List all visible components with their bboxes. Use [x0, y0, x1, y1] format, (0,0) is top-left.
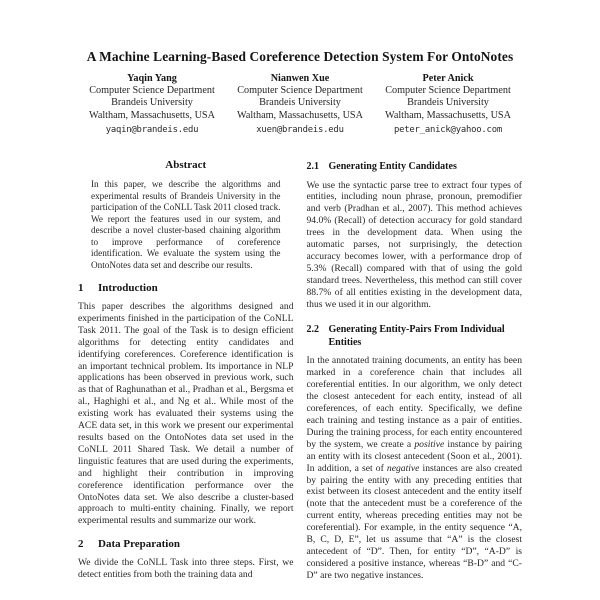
author-university: Brandeis University [407, 97, 489, 109]
section-title: Data Preparation [98, 538, 180, 551]
author-department: Computer Science Department [89, 85, 215, 97]
left-column [78, 148, 294, 582]
section-title: Generating Entity Candidates [328, 161, 457, 173]
two-column-body [78, 148, 522, 582]
section-1-paragraph: This paper describes the algorithms designed and experiments finished in the participation of the CoNLL Task 2011. The goal of the Task is to design efficient algorithms for detecting entity candidates and identifying coreferences. Coreference identification is an important technical problem. Its importance in NLP applications has been observed in previous work, such as that of Raghunathan et al., Pradhan et al., Bergsma et al., Haghighi et al., and Ng et al.. While most of the existing work has evaluated their systems using the ACE data set, in this work we present our experimental results based on the OntoNotes data set used in the CoNLL 2011 Shared Task. We detail a number of linguistic features that are used during the experiments, and highlight their contribution in improving coreference identification performance over the OntoNotes data set. We also describe a cluster-based approach to multi-entity chaining. Finally, we report experimental results and summarize our work. [78, 301, 294, 527]
author-email: yaqin@brandeis.edu [105, 124, 199, 135]
section-2-1-paragraph: We use the syntactic parse tree to extract four types of entities, including noun phrase, pronoun, premodifier and verb (Pradhan et al., 2007). This method achieves 94.0% (Recall) of detection accuracy for gold standard trees in the development data. When using the automatic parses, not surprisingly, the detection accuracy becomes lower, with a performance drop of 5.3% (Recall) compared with that of using the gold standard trees. Nevertheless, this method can still cover 88.7% of all entities existing in the development data, thus we used it in our algorithm. [306, 179, 522, 310]
author-name: Nianwen Xue [270, 73, 330, 84]
author-block-2 [226, 73, 374, 136]
author-department: Computer Science Department [385, 85, 511, 97]
section-number: 2.2 [306, 324, 319, 336]
abstract-heading: Abstract [165, 159, 207, 172]
section-2-2-heading [307, 324, 523, 349]
author-name: Yaqin Yang [127, 73, 177, 84]
author-location: Waltham, Massachusetts, USA [385, 109, 511, 121]
section-2-1-heading [307, 161, 523, 174]
section-title: Generating Entity-Pairs From Individual Entities [328, 324, 505, 348]
section-1-heading [78, 282, 294, 295]
abstract-text: In this paper, we describe the algorithms and experimental results of Brandeis University in the participation of the CoNLL Task 2011 closed track. We report the features used in our system, and describe a novel cluster-based chaining algorithm to improve performance of coreference identification. We evaluate the system using the OntoNotes data set and describe our results. [91, 179, 281, 270]
authors-row [78, 73, 522, 136]
author-email: xuen@brandeis.edu [256, 124, 344, 135]
section-2-paragraph: We divide the CoNLL Task into three steps. First, we detect entities from both the training data and [78, 557, 294, 581]
author-department: Computer Science Department [237, 85, 363, 97]
author-university: Brandeis University [111, 97, 193, 109]
paper-title: A Machine Learning-Based Coreference Detection System For OntoNotes [86, 49, 514, 64]
author-email: peter_anick@yahoo.com [393, 124, 502, 135]
section-title: Introduction [98, 282, 158, 295]
section-number: 1 [78, 282, 84, 295]
right-column [307, 148, 523, 582]
section-2-heading [78, 538, 294, 551]
author-block-1 [78, 73, 226, 136]
author-name: Peter Anick [422, 73, 474, 84]
author-location: Waltham, Massachusetts, USA [89, 109, 215, 121]
section-2-2-paragraph: In the annotated training documents, an entity has been marked in a coreference chain that includes all coreferential entities. In our algorithm, we only detect the closest antecedent for each entity, instead of all coreferences, of each entity. Specifically, we define each training and testing instance as a pair of entities. During the training process, for each entity encountered by the system, we create a positive instance by pairing an entity with its closest antecedent (Soon et al., 2001). In addition, a set of negative instances are also created by pairing the entity with any preceding entities that exist between its closest antecedent and the entity itself (note that the antecedent must be a coreference of the current entity, whereas preceding entities may not be coreferential). For example, in the entity sequence “A, B, C, D, E”, let us assume that “A” is the closest antecedent of “D”. Then, for entity “D”, “A-D” is considered a positive instance, whereas “B-D” and “C-D” are two negative instances. [306, 355, 523, 581]
author-block-3 [374, 73, 522, 136]
author-university: Brandeis University [259, 97, 341, 109]
section-number: 2 [78, 538, 84, 551]
section-number: 2.1 [306, 161, 319, 173]
author-location: Waltham, Massachusetts, USA [237, 109, 363, 121]
